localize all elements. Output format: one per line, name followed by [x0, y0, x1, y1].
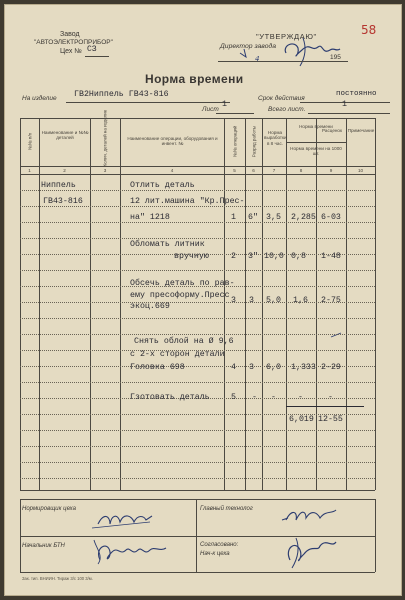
normer-label: Нормировщик цеха — [22, 506, 76, 512]
op3-line2: ему пресоформу.Пресс — [130, 291, 230, 300]
shop-head-signature — [288, 542, 336, 561]
total-rule — [286, 406, 364, 407]
sheets-total-value: 1 — [342, 100, 347, 109]
col-header-qty: Колич. деталей на изделие — [102, 109, 108, 167]
op3-no: 3 — [231, 296, 236, 305]
part-number: ГВ43-816 — [43, 197, 83, 206]
op5-grade-dash: - — [252, 393, 257, 402]
op5-line1: Гзотовать деталь — [130, 393, 210, 402]
sheet-label: Лист — [202, 106, 219, 113]
col-header-price: Расценок — [322, 128, 342, 133]
col-num-4: 4 — [170, 168, 174, 173]
part-name: Ниппель — [41, 181, 76, 190]
col-header-no: №№ п/п — [27, 132, 33, 151]
op3-line3: экоц.669 — [130, 302, 170, 311]
op1-line2: 12 лит.машина "Кр.Прес- — [130, 197, 245, 206]
op2-price: 1-48 — [321, 252, 341, 261]
sheets-total-label: Всего лист. — [268, 106, 306, 113]
op5-rate-dash: - — [271, 393, 276, 402]
op1-line1: Отлить деталь — [130, 181, 195, 190]
op4-grade: 3 — [249, 363, 254, 372]
approve-stamp: "УТВЕРЖДАЮ" — [256, 32, 317, 41]
date-handwritten: 4 — [255, 55, 260, 63]
col-header-note: Примечание — [347, 128, 375, 133]
item-label: На изделие — [22, 95, 57, 102]
op1-price: 6-03 — [321, 213, 341, 222]
validity-label: Срок действия — [258, 95, 305, 102]
col-header-output: Норма выработки в 8 час. — [264, 130, 287, 146]
op2-no: 2 — [231, 252, 236, 261]
col-num-1: 1 — [28, 168, 31, 173]
plant-name: "АВТОЭЛЕКТРОПРИБОР" — [34, 39, 113, 46]
shop-number-underline — [85, 56, 109, 57]
op3-grade: 3 — [249, 296, 254, 305]
printer-imprint: Зак. тип. ВНИИН. Тираж 3/с 100 3/м. — [22, 576, 93, 581]
btn-head-label: Начальник БТН — [22, 543, 65, 549]
col-header-time: Норма времени на 1000 шт. — [290, 146, 342, 157]
op4-line2: с 2-х сторон детали — [130, 350, 225, 359]
op4-price: 2-29 — [321, 363, 341, 372]
op2-line2: вручную — [174, 252, 209, 261]
op2-grade: 3" — [248, 252, 258, 261]
total-time: 6,019 — [289, 415, 314, 424]
col-header-op-no: №№ операций — [232, 126, 238, 157]
col-num-6: 6 — [252, 168, 255, 173]
document-title: Норма времени — [145, 72, 244, 86]
director-label: Директор завода — [220, 43, 277, 50]
op5-time-dash: - — [298, 393, 303, 402]
op5-no: 5 — [231, 393, 236, 402]
date-year: 195 — [330, 54, 341, 61]
op5-price-dash: - — [328, 393, 333, 402]
plant-label: Завод — [60, 31, 80, 38]
col-num-8: 8 — [299, 168, 303, 173]
sheet-value: 1 — [222, 100, 227, 109]
technologist-label: Главный технолог — [200, 506, 253, 512]
date-underline — [218, 61, 348, 62]
op4-rate: 6,0 — [266, 363, 281, 372]
page-number-stamp: 58 — [361, 23, 377, 37]
sheet-underline — [216, 113, 254, 114]
btn-head-signature — [99, 546, 166, 560]
col-header-time-top: Норма времени — [299, 124, 333, 129]
col-header-part: Наименование и №№ деталей — [41, 130, 89, 141]
validity-value: постоянно — [336, 90, 377, 98]
op2-time: 0,8 — [291, 252, 306, 261]
op2-line1: Обломать литник — [130, 240, 205, 249]
op1-no: 1 — [231, 213, 236, 222]
op4-line3: Головка 698 — [130, 363, 185, 372]
op3-price: 2-75 — [321, 296, 341, 305]
item-value: ГВ2Ниппель ГВ43-816 — [74, 90, 169, 99]
col-num-10: 10 — [357, 168, 364, 173]
op1-line3: на" 1218 — [130, 213, 170, 222]
op3-time: 1,6 — [293, 296, 308, 305]
op1-grade: 6" — [248, 213, 258, 222]
col-num-7: 7 — [272, 168, 276, 173]
total-price: 12-55 — [318, 415, 343, 424]
op1-time: 2,285 — [291, 213, 316, 222]
col-num-9: 9 — [329, 168, 333, 173]
shop-number: СЗ — [87, 45, 97, 54]
shop-head-label: Нач-к цеха — [200, 551, 230, 557]
op4-time: 1,333 — [291, 363, 316, 372]
op4-no: 4 — [231, 363, 236, 372]
col-num-2: 2 — [63, 168, 66, 173]
technologist-signature — [286, 510, 336, 520]
op3-rate: 5,0 — [266, 296, 281, 305]
op4-line1: Снять облой на Ø 9,6 — [134, 337, 234, 346]
sheets-total-underline — [308, 113, 390, 114]
op2-rate: 10,0 — [264, 252, 284, 261]
col-num-5: 5 — [233, 168, 236, 173]
agreed-label: Согласовано: — [200, 542, 239, 548]
col-header-operation: Наименование операции, оборудования и инвент. № — [127, 136, 218, 147]
op1-rate: 3,5 — [266, 213, 281, 222]
col-header-grade: Разряд работы — [251, 125, 257, 158]
shop-label: Цех № — [60, 48, 82, 55]
col-num-3: 3 — [103, 168, 107, 173]
item-underline — [66, 102, 230, 103]
op3-line1: Обсечь деталь по рав- — [130, 279, 235, 288]
